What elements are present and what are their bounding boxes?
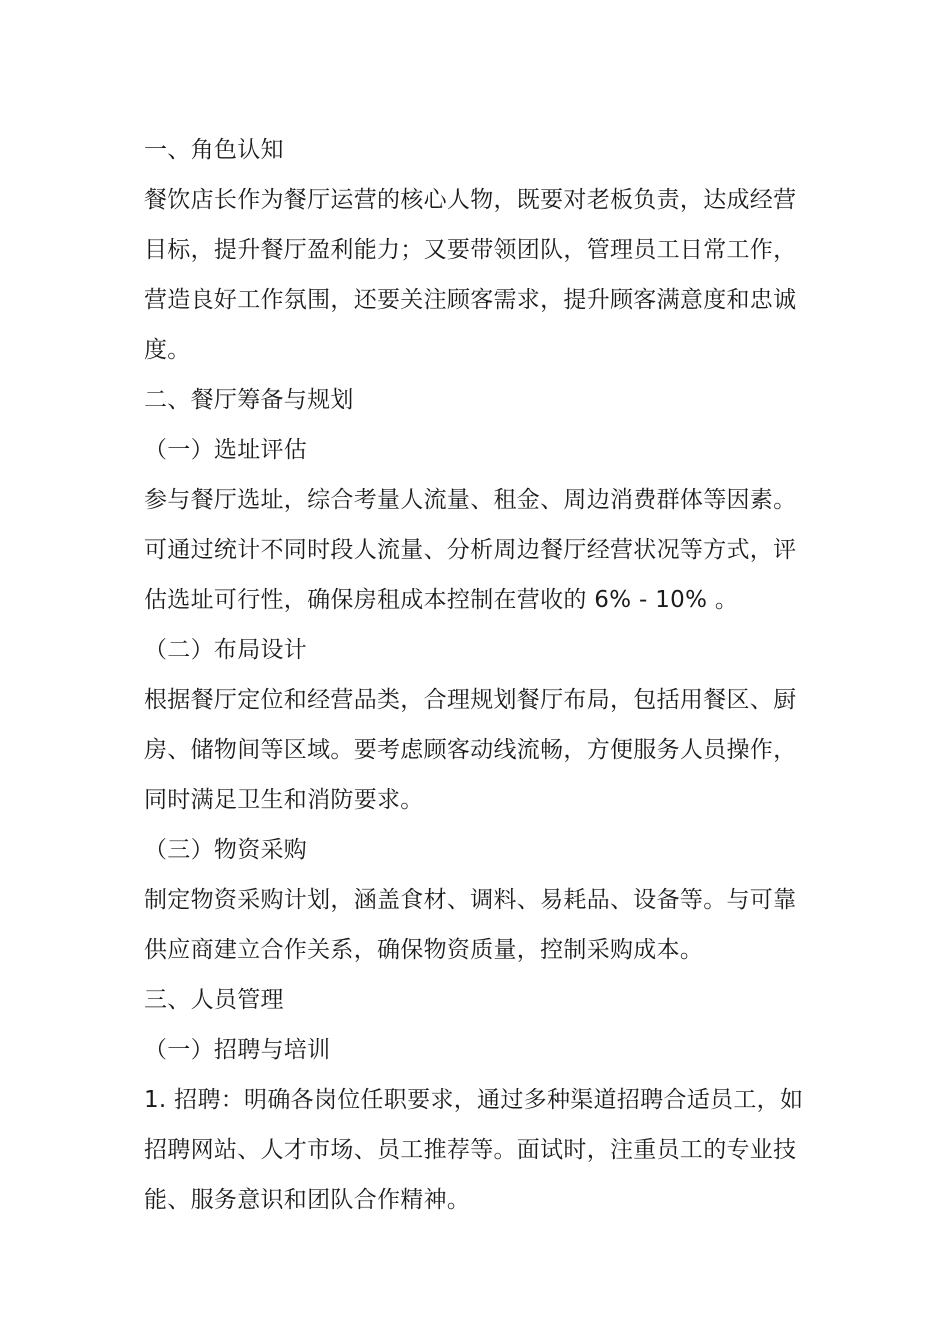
paragraph-line: 目标，提升餐厅盈利能力；又要带领团队，管理员工日常工作， <box>144 237 797 263</box>
section-heading-3: 三、人员管理 <box>144 987 284 1013</box>
paragraph-line: 餐饮店长作为餐厅运营的核心人物，既要对老板负责，达成经营 <box>144 187 797 213</box>
document-page <box>144 125 810 1225</box>
paragraph-line: 制定物资采购计划，涵盖食材、调料、易耗品、设备等。与可靠 <box>144 887 797 913</box>
paragraph-line: 可通过统计不同时段人流量、分析周边餐厅经营状况等方式，评 <box>144 537 797 563</box>
paragraph-line: 招聘网站、人才市场、员工推荐等。面试时，注重员工的专业技 <box>144 1137 797 1163</box>
paragraph-line: 能、服务意识和团队合作精神。 <box>144 1187 471 1213</box>
paragraph-line: 房、储物间等区域。要考虑顾客动线流畅，方便服务人员操作， <box>144 737 797 763</box>
section-heading-2: 二、餐厅筹备与规划 <box>144 387 354 413</box>
subsection-heading: （一）选址评估 <box>144 437 308 463</box>
paragraph-line: 1. 招聘：明确各岗位任职要求，通过多种渠道招聘合适员工，如 <box>144 1087 804 1113</box>
paragraph-line: 估选址可行性，确保房租成本控制在营收的 6% - 10% 。 <box>144 587 739 613</box>
subsection-heading: （二）布局设计 <box>144 637 308 663</box>
paragraph-line: 同时满足卫生和消防要求。 <box>144 787 424 813</box>
paragraph-line: 供应商建立合作关系，确保物资质量，控制采购成本。 <box>144 937 704 963</box>
paragraph-line: 根据餐厅定位和经营品类，合理规划餐厅布局，包括用餐区、厨 <box>144 687 797 713</box>
subsection-heading: （三）物资采购 <box>144 837 308 863</box>
paragraph-line: 度。 <box>144 337 191 363</box>
section-heading-1: 一、角色认知 <box>144 137 284 163</box>
paragraph-line: 参与餐厅选址，综合考量人流量、租金、周边消费群体等因素。 <box>144 487 797 513</box>
subsection-heading: （一）招聘与培训 <box>144 1037 331 1063</box>
paragraph-line: 营造良好工作氛围，还要关注顾客需求，提升顾客满意度和忠诚 <box>144 287 797 313</box>
